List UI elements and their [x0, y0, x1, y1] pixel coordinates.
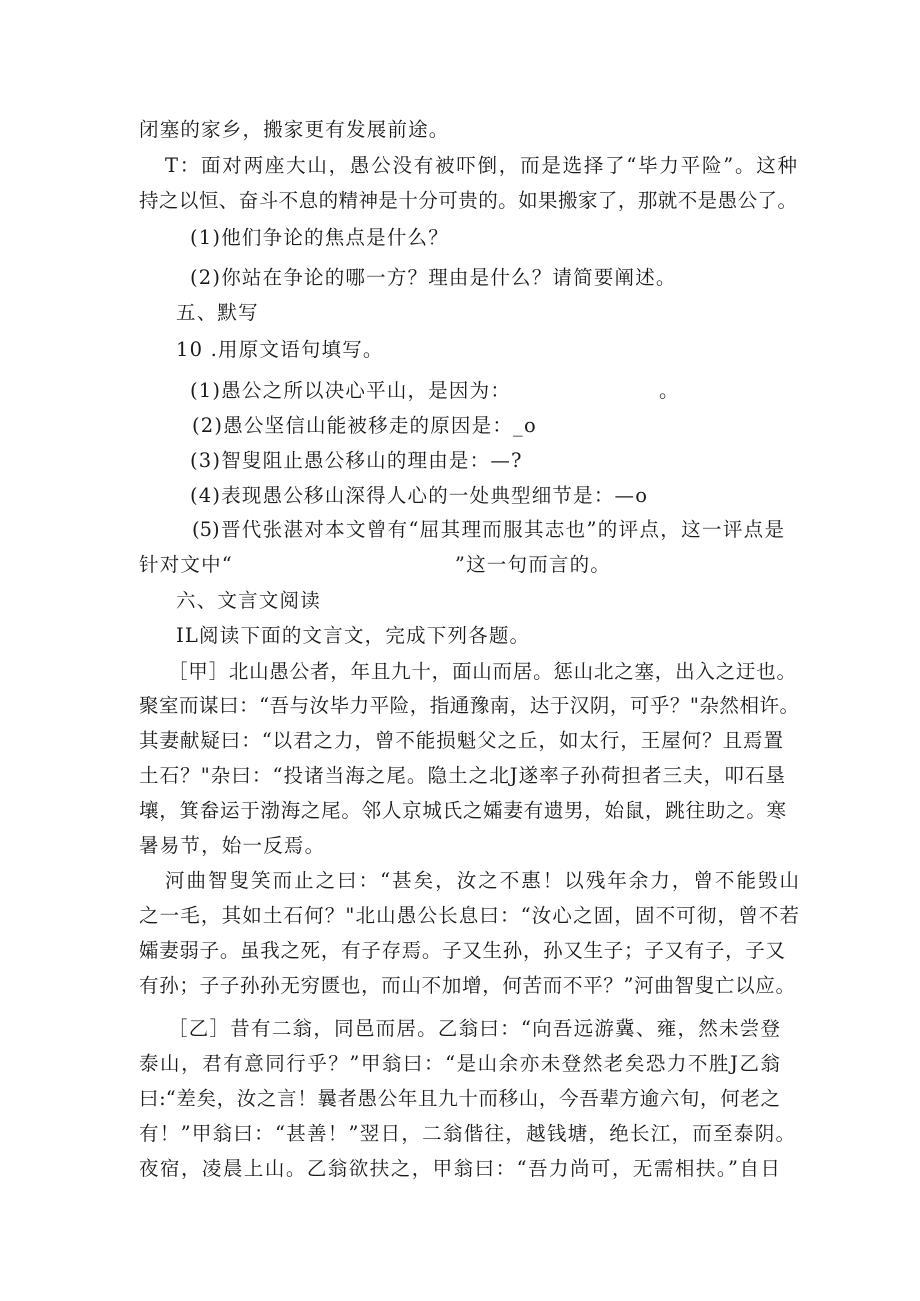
text-line: T：面对两座大山，愚公没有被吓倒，而是选择了“毕力平险”。这种	[165, 154, 797, 177]
question-item: (1)他们争论的焦点是什么？	[190, 226, 449, 249]
passage-line: 夜宿，凌晨上山。乙翁欲扶之，甲翁曰：“吾力尚可，无需相扶。”自日	[139, 1157, 780, 1180]
passage-line: 泰山，君有意同行乎？”甲翁曰：“是山余亦未登然老矣恐力不胜J乙翁	[139, 1052, 780, 1075]
passage-line: 壤，箕畚运于渤海之尾。邻人京城氏之孀妻有遗男，始鼠，跳往助之。寒	[139, 799, 786, 822]
question-item: (3)智叟阻止愚公移山的理由是：—?	[190, 449, 523, 472]
passage-line: 有孙；子子孙孙无穷匮也，而山不加增，何苦而不平？”河曲智叟亡以应。	[139, 974, 795, 997]
passage-line: 河曲智叟笑而止之曰：“甚矣，汝之不惠！以残年余力，曾不能毁山	[165, 869, 799, 892]
passage-line: ［乙］昔有二翁，同邑而居。乙翁曰：“向吾远游冀、雍，然未尝登	[168, 1017, 780, 1040]
question-item: (4)表现愚公移山深得人心的一处典型细节是：—o	[190, 484, 649, 507]
text-line: 闭塞的家乡，搬家更有发展前途。	[139, 118, 450, 141]
passage-line: 有！”甲翁曰：“甚善！”翌日，二翁偕往，越钱塘，绝长江，而至泰阴。	[139, 1122, 795, 1145]
passage-line: 之一毛，其如土石何？"北山愚公长息曰：“汝心之固，固不可彻，曾不若	[139, 904, 799, 927]
question-item: (5)晋代张湛对本文曾有“屈其理而服其志也”的评点，这一评点是	[192, 518, 784, 541]
passage-line: 其妻献疑曰：“以君之力，曾不能损魁父之丘，如太行，王屋何？且焉置	[139, 729, 783, 752]
question-item: (2)愚公坚信山能被移走的原因是：_o	[192, 414, 537, 437]
passage-line: ［甲］北山愚公者，年且九十，面山而居。惩山北之塞，出入之迂也。	[168, 660, 796, 683]
section-heading: 六、文言文阅读	[176, 589, 321, 612]
passage-line: 土石？"杂曰：“投诸当海之尾。隐土之北J遂率子孙荷担者三夫，叩石垦	[139, 764, 785, 787]
question-title: IL阅读下面的文言文，完成下列各题。	[176, 624, 531, 647]
question-item: (2)你站在争论的哪一方？理由是什么？请简要阐述。	[190, 266, 677, 289]
text-line: 针对文中“ ”这一句而言的。	[139, 553, 611, 576]
section-heading: 五、默写	[176, 301, 259, 324]
passage-line: 聚室而谋曰：“吾与汝毕力平险，指通豫南，达于汉阴，可乎？"杂然相许。	[139, 694, 799, 717]
passage-line: 孀妻弱子。虽我之死，有子存焉。子又生孙，孙又生子；子又有子，子又	[139, 939, 785, 962]
text-line: 持之以恒、奋斗不息的精神是十分可贵的。如果搬家了，那就不是愚公了。	[139, 189, 797, 212]
question-title: 10 .用原文语句填写。	[176, 338, 384, 361]
question-item: (1)愚公之所以决心平山，是因为： 。	[190, 379, 680, 402]
passage-line: 暑易节，始一反焉。	[139, 834, 326, 857]
passage-line: 曰:“差矣，汝之言！曩者愚公年且九十而移山，今吾辈方逾六旬，何老之	[139, 1087, 780, 1110]
